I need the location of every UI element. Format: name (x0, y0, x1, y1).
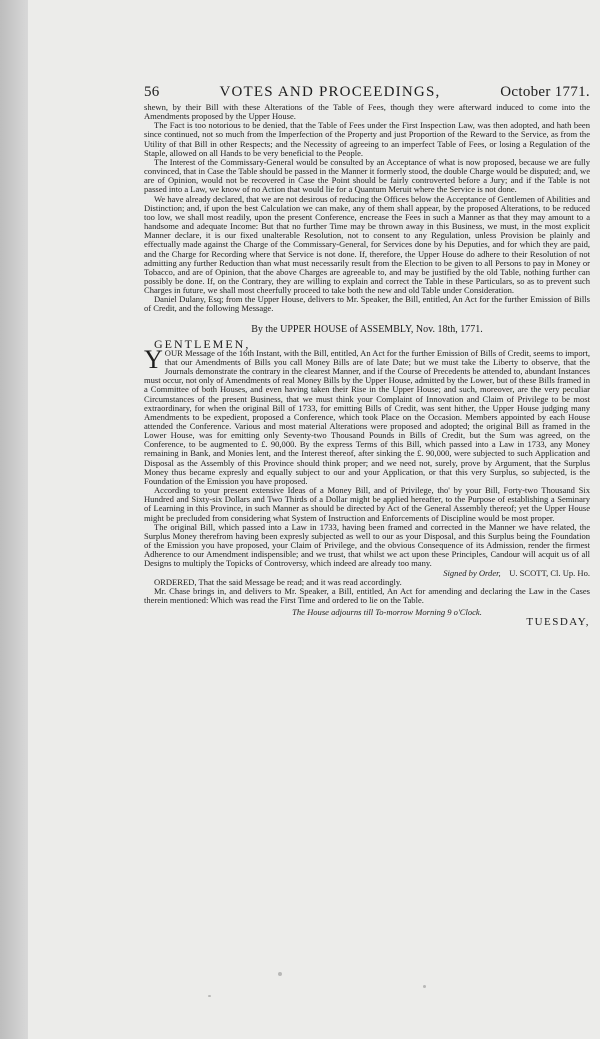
catchword: TUESDAY, (526, 616, 590, 629)
paragraph: The Interest of the Commissary-General would be consulted by an Acceptance of what is now proposed, because we are fully convinced, that in Case the Table should be passed in the Manner it formerly stood, the double Charge would be disputed; and, we are of Opinion, would not be recovered in Case the Point should be fairly controverted before a Jury; and if the Table is not passed into a Law, we know of no Action that would lie for a Quantum Meruit where the Service is not done. (144, 156, 590, 195)
paragraph: The Fact is too notorious to be denied, that the Table of Fees under the First Inspection Law, was then adopted, and hath been since continued, not so much from the Imperfection of the Property and just Proportion of the Reward to the Service, as from the Utility of that Bill in other Respects; and the Necessity of agreeing to an imperfect Table of Fees, or losing a Regulation of the Staple, allowed on all Hands to be very beneficial to the People. (144, 120, 590, 158)
message-paragraph-text: OUR Message of the 16th Instant, with the Bill, entitled, An Act for the further Emission of Bills of Credit, seems to import, that our Amendments of Bills you call Money Bills are of late Date; but we must take the Liberty to observe, that the Journals demonstrate the contrary in the clearest Manner, and if the Course of Precedents be attended to, abundant Instances must occur, not only of Amendments of real Money Bills by the Upper House, admitted by the Lower, but of these Bills framed in a Committee of both Houses, and even having taken their Rise in the Upper House; and such, moreover, are the very peculiar Circumstances of the present Business, that we must think your Complaint of Innovation and Claim of Privilege to be most extraordinary, for when the original Bill of 1733, for emitting Bills of Credit, was sent hither, the Upper House judging many Amendments to be expedient, proposed a Conference, which took Place on the Occasion. Members appointed by each House attended the Conference. Various and most material Alterations were proposed and adopted; the original Bill as framed in the Lower House, was for emitting only Seventy-two Thousand Pounds in Bills of Credit, but the Sum was agreed, on the Conference, to be augmented to £. 90,000. By the express Terms of this Bill, which passed into a Law in 1733, any Money remaining in Bank, and Monies lent, and the Interest thereof, after sinking the £. 90,000, were subjected to such Application and Disposal as the Assembly of this Province should think proper; and we need not, surely, prove by Argument, that the Surplus Money thus became expresly and equally subject to our and your Application, or that this very Surplus, so subjected, is the Foundation of the Emission you have proposed. (144, 347, 590, 486)
paragraph: Daniel Dulany, Esq; from the Upper House, delivers to Mr. Speaker, the Bill, entitled, An Act for the further Emission of Bills of Credit, and the following Message. (144, 294, 590, 314)
document-page (28, 0, 600, 1039)
message-paragraph: The original Bill, which passed into a Law in 1733, having been framed and corrected in the Manner we have related, the Surplus Money therefrom having been expresly subjected as well to our as your Disposal, and this Surplus being the Foundation of the Emission you have proposed, your Claim of Privilege, and the obvious Consequence of its Admission, render the firmest Adherence to our Amendment indispensible; and we trust, that whilst we act upon these Principles, Candour will acquit us of all Designs to multiply the Topicks of Controversy, which indeed are already too many. (144, 521, 590, 569)
running-title: VOTES AND PROCEEDINGS, (219, 84, 441, 100)
paper-speck (278, 972, 282, 976)
paragraph: We have already declared, that we are not desirous of reducing the Offices below the Acceptance of Gentlemen of Abilities and Distinction; and, if upon the best Calculation we can make, any of them shall appear, by the proposed Alterations, to be reduced too low, we shall most readily, upon the present Conference, encrease the Fees in such a Manner as that they may amount to a handsome and adequate Income: But that no further Time may be thrown away in this Business, we must, in the most explicit Manner declare, it is our fixed unalterable Resolution, not to consent to any Regulation, unless Provision be plainly and effectually made against the Charge of the Commissary-General, for Services done by his Deputies, and for which they are paid, and the Charge for Recording where that Service is not done. If, therefore, the Upper House do adhere to their Resolution of not admitting any further Reduction than what must necessarily result from the Election to be given to all Persons to pay in Money or Tobacco, and are of Opinion, that the above Charges are agreeable to, and may be justified by the old Table, nothing further can possibly be done. If, on the Contrary, they are willing to explain and correct the Table in these Particulars, so as to prevent such Charges in future, we shall most cheerfully proceed to take both the new and old Table under Consideration. (144, 193, 590, 296)
page-gutter (0, 0, 28, 1039)
closing-paragraph: Mr. Chase brings in, and delivers to Mr. Speaker, a Bill, entitled, An Act for amending and declaring the Law in the Cases therein mentioned: Which was read the First Time and ordered to lie on the Table. (144, 585, 590, 605)
message-paragraph-first (144, 344, 590, 486)
paragraph-continued: shewn, by their Bill with these Alterations of the Table of Fees, though they were afterward induced to come into the Amendments proposed by the Upper House. (144, 102, 590, 122)
paper-speck (208, 995, 211, 997)
adjournment-note: The House adjourns till To-morrow Morning 9 o'Clock. (292, 607, 482, 618)
message-heading: By the UPPER HOUSE of ASSEMBLY, Nov. 18th, 1771. (251, 323, 483, 335)
page-number: 56 (144, 84, 160, 100)
text-block (144, 84, 590, 627)
message-paragraph: According to your present extensive Ideas of a Money Bill, and of Privilege, tho' by your Bill, Forty-two Thousand Six Hundred and Sixty-six Dollars and Two Thirds of a Dollar might be applied hereafter, to the Purpose of establishing a Seminary of Learning in this Province, in such Manner as should be directed by Act of the General Assembly thereof; yet the Upper House might be precluded from considering what System of Instruction and Enforcements of Discipline would be most proper. (144, 485, 590, 523)
closing-paragraph: ORDERED, That the said Message be read; and it was read accordingly. (154, 576, 402, 587)
signature-order: Signed by Order, (443, 567, 501, 578)
salutation: GENTLEMEN, (154, 336, 251, 351)
drop-cap: Y (144, 344, 163, 374)
paper-speck (423, 985, 426, 988)
running-header (144, 84, 590, 101)
header-date: October 1771. (500, 84, 590, 100)
signature-name: U. SCOTT, Cl. Up. Ho. (509, 567, 590, 578)
